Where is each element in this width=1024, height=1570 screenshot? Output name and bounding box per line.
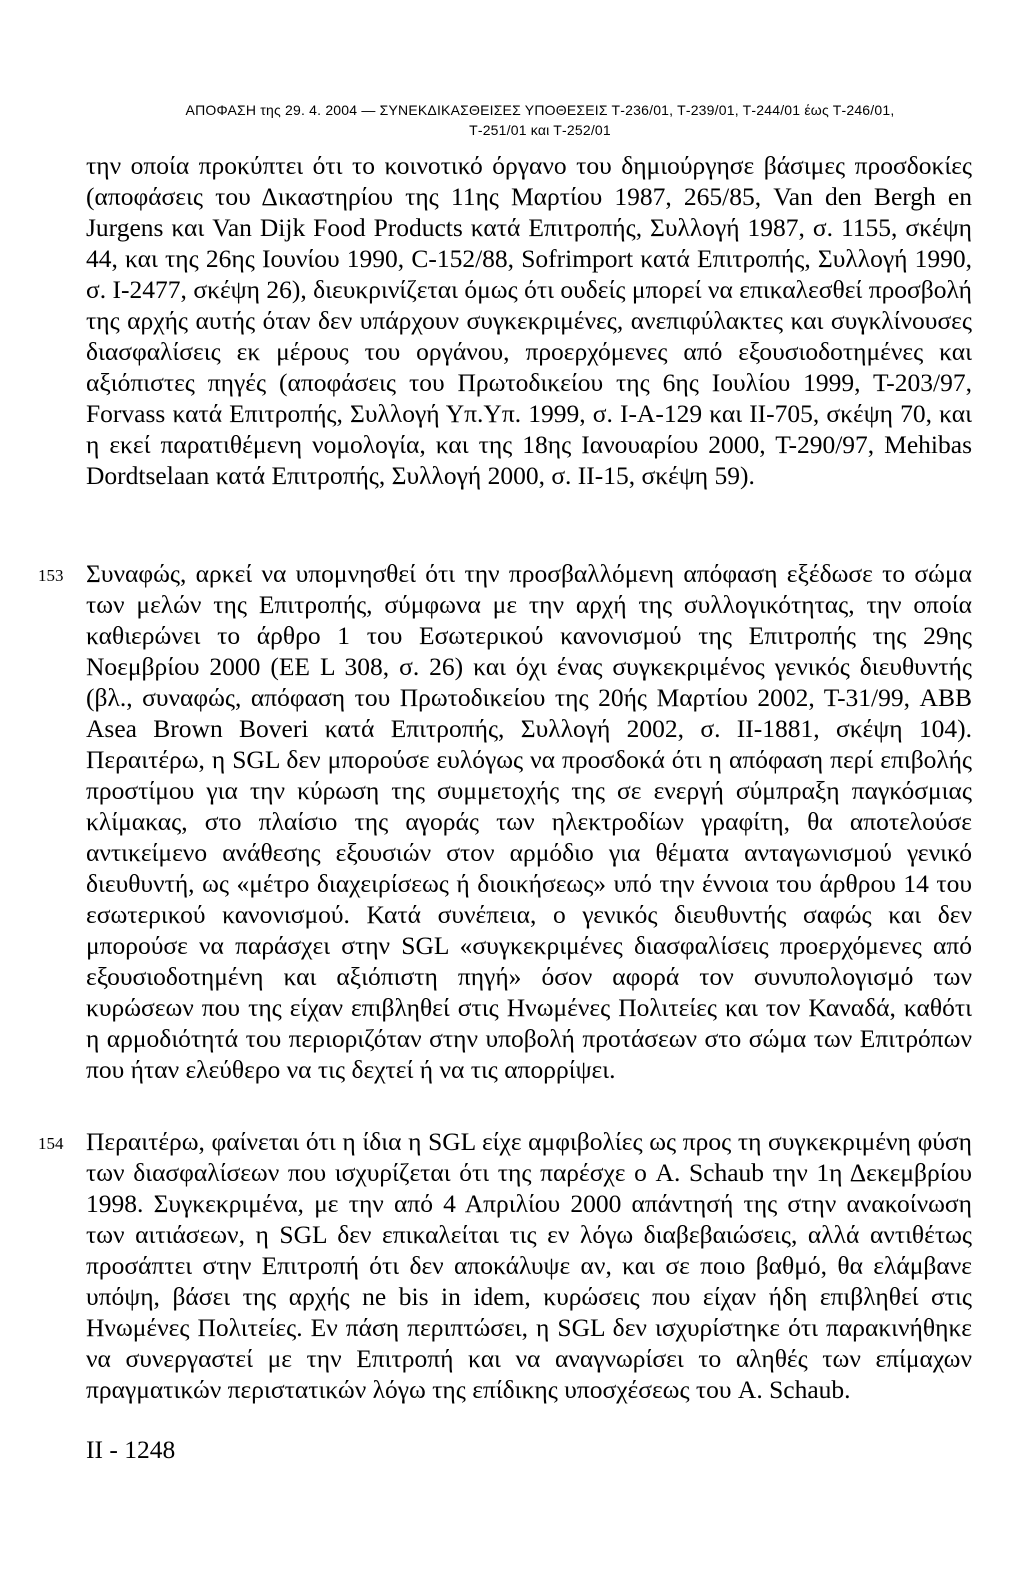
paragraph-153: Συναφώς, αρκεί να υπομνησθεί ότι την προσβαλλόμενη απόφαση εξέδωσε το σώμα των μελών της Επιτροπής, σύμφωνα με την αρχή της συλλογικότητας, την οποία καθιερώνει το άρθρο 1 του Εσωτερικού κανονισμού της Επιτροπής της 29ης Νοεμβρίου 2000 (ΕΕ L 308, σ. 26) και όχι ένας συγκεκριμένος γενικός διευθυντής (βλ., συναφώς, απόφαση του Πρωτοδικείου της 20ής Μαρτίου 2002, Τ-31/99, ABB Asea Brown Boveri κατά Επιτροπής, Συλλογή 2002, σ. II-1881, σκέψη 104). Περαιτέρω, η SGL δεν μπορούσε ευλόγως να προσδοκά ότι η απόφαση περί επιβολής προστίμου για την κύρωση της συμμετοχής της σε ενεργή σύμπραξη παγκόσμιας κλίμακας, στο πλαίσιο της αγοράς των ηλεκτροδίων γραφίτη, θα αποτελούσε αντικείμενο ανάθεσης εξουσιών στον αρμόδιο για θέματα ανταγωνισμού γενικό διευθυντή, ως «μέτρο διαχειρίσεως ή διοικήσεως» υπό την έννοια του άρθρου 14 του εσωτερικού κανονισμού. Κατά συνέπεια, ο γενικός διευθυντής σαφώς και δεν μπορούσε να παράσχει στην SGL «συγκεκριμένες διασφαλίσεις προερχόμενες από εξουσιοδοτημένη και αξιόπιστη πηγή» όσον αφορά τον συνυπολογισμό των κυρώσεων που της είχαν επιβληθεί στις Ηνωμένες Πολιτείες και τον Καναδά, καθότι η αρμοδιότητά του περιοριζόταν στην υποβολή προτάσεων στο σώμα των Επιτρόπων που ήταν ελεύθερο να τις δεχτεί ή να τις απορρίψει. (86, 559, 972, 1084)
paragraph-number-154: 154 (38, 1134, 64, 1153)
header-line-1: ΑΠΟΦΑΣΗ της 29. 4. 2004 — ΣΥΝΕΚΔΙΚΑΣΘΕΙΣΕΣ ΥΠΟΘΕΣΕΙΣ Τ-236/01, Τ-239/01, Τ-244/01 έως Τ-246/01, (185, 102, 895, 118)
paragraph-number-153: 153 (38, 566, 64, 585)
running-header (120, 100, 960, 140)
page-number: II - 1248 (86, 1435, 176, 1464)
paragraph-154: Περαιτέρω, φαίνεται ότι η ίδια η SGL είχε αμφιβολίες ως προς τη συγκεκριμένη φύση των διασφαλίσεων που ισχυρίζεται ότι της παρέσχε ο A. Schaub την 1η Δεκεμβρίου 1998. Συγκεκριμένα, με την από 4 Απριλίου 2000 απάντησή της στην ανακοίνωση των αιτιάσεων, η SGL δεν επικαλείται τις εν λόγω διαβεβαιώσεις, αλλά αντιθέτως προσάπτει στην Επιτροπή ότι δεν αποκάλυψε αν, και σε ποιο βαθμό, θα ελάμβανε υπόψη, βάσει της αρχής ne bis in idem, κυρώσεις που είχαν ήδη επιβληθεί στις Ηνωμένες Πολιτείες. Εν πάση περιπτώσει, η SGL δεν ισχυρίστηκε ότι παρακινήθηκε να συνεργαστεί με την Επιτροπή και να αναγνωρίσει το αληθές των επίμαχων πραγματικών περιστατικών λόγω της επίδικης υποσχέσεως του A. Schaub. (86, 1127, 972, 1404)
header-line-2: Τ-251/01 και Τ-252/01 (469, 122, 611, 138)
continuation-paragraph: την οποία προκύπτει ότι το κοινοτικό όργανο του δημιούργησε βάσιμες προσδοκίες (αποφάσεις του Δικαστηρίου της 11ης Μαρτίου 1987, 265/85, Van den Bergh en Jurgens και Van Dijk Food Products κατά Επιτροπής, Συλλογή 1987, σ. 1155, σκέψη 44, και της 26ης Ιουνίου 1990, C-152/88, Sofrimport κατά Επιτροπής, Συλλογή 1990, σ. I-2477, σκέψη 26), διευκρινίζεται όμως ότι ουδείς μπορεί να επικαλεσθεί προσβολή της αρχής αυτής όταν δεν υπάρχουν συγκεκριμένες, ανεπιφύλακτες και συγκλίνουσες διασφαλίσεις εκ μέρους του οργάνου, προερχόμενες από εξουσιοδοτημένες και αξιόπιστες πηγές (αποφάσεις του Πρωτοδικείου της 6ης Ιουλίου 1999, Τ-203/97, Forvass κατά Επιτροπής, Συλλογή Υπ.Υπ. 1999, σ. I-A-129 και II-705, σκέψη 70, και η εκεί παρατιθέμενη νομολογία, και της 18ης Ιανουαρίου 2000, Τ-290/97, Mehibas Dordtselaan κατά Επιτροπής, Συλλογή 2000, σ. II-15, σκέψη 59). (86, 151, 972, 490)
